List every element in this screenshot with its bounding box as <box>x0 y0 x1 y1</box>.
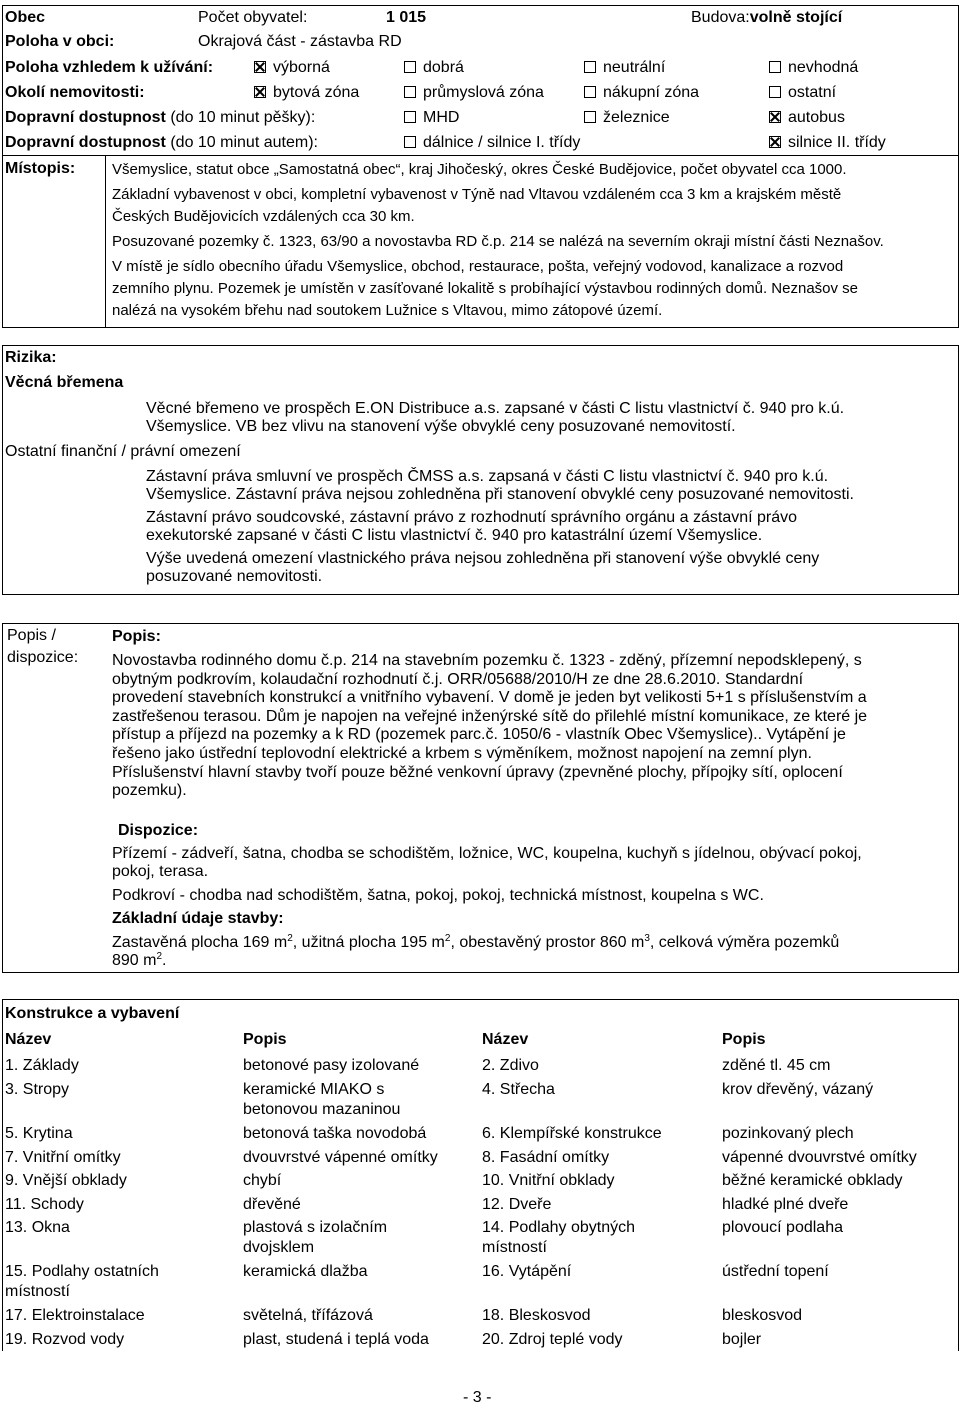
popis-line: pozemku). <box>112 782 187 800</box>
popis-line: řešeno jako ústřední teplovodní elektrické a krbem s výměníkem, možnost napojení na zemní plyn. <box>112 744 812 762</box>
uzivani-option-3: neutrální <box>584 59 665 77</box>
popis-line: přístup a příjezd na pozemky a k RD (pozemek parc.č. 1050/6 - vlastník Obec Všemyslice).. Vytápění je <box>112 726 846 744</box>
table-cell-nazev: 17. Elektroinstalace <box>5 1307 145 1324</box>
header-rule <box>2 155 959 156</box>
budova-field <box>691 9 842 27</box>
checked-checkbox-icon <box>769 136 781 148</box>
checkbox-icon <box>584 86 596 98</box>
okoli-option-4: ostatní <box>769 84 836 102</box>
table-cell-popis: plastová s izolačním dvojsklem <box>243 1219 388 1256</box>
popis-line: Příslušenství hlavní stavby tvoří pouze běžné venkovní úpravy (zpevněné plochy, přípojky sítí, oplocení <box>112 763 843 781</box>
omezeni-label: Ostatní finanční / právní omezení <box>5 443 241 460</box>
pocet-obyvatel-label: Počet obyvatel: <box>198 9 308 26</box>
checkbox-icon <box>404 111 416 123</box>
okoli-label: Okolí nemovitosti: <box>5 84 145 101</box>
checkbox-icon <box>769 61 781 73</box>
checkbox-icon <box>584 111 596 123</box>
table-cell-nazev: 10. Vnitřní obklady <box>482 1172 615 1189</box>
table-cell-nazev: 3. Stropy <box>5 1081 70 1098</box>
dispozice-text: Přízemí - zádveří, šatna, chodba se schodištěm, ložnice, WC, koupelna, kuchyň s jídelnou, obývací pokoj, pokoj, terasa. Podkroví - chodba nad schodištěm, šatna, pokoj, pokoj, technická místnost, koupelna s WC. <box>112 845 862 904</box>
column-header: Název <box>5 1031 52 1048</box>
popis-heading: Popis: <box>112 628 161 645</box>
table-cell-popis: dvouvrstvé vápenné omítky <box>243 1149 438 1166</box>
okoli-option-1: bytová zóna <box>254 84 359 102</box>
konstrukce-title: Konstrukce a vybavení <box>5 1005 180 1022</box>
mistopis-text: Všemyslice, statut obce „Samostatná obec“, kraj Jihočeský, okres České Budějovice, počet obyvatel cca 1000. Základní vybavenost v obci, kompletní vybavenost v Týně nad Vltavou vzdáleném cca 3 km a krajském městě Českých Budějovicích vzdálených cca 30 km. Posuzované pozemky č. 1323, 63/90 a novostavba RD č.p. 214 se nalézá na severním okraji místní části Neznašov. V místě je sídlo obecního úřadu Všemyslice, obchod, restaurace, pošta, veřejný vodovod, kanalizace a rozvod zemního plynu. Pozemek je umístěn v zasíťované lokalitě s probíhající výstavbou rodinných domů. Neznašov se nalézá na vysokém břehu nad soutokem Lužnice s Vltavou, mimo zátopové území. <box>112 161 884 319</box>
popis-text <box>112 652 867 801</box>
table-cell-popis: světelná, třífázová <box>243 1307 373 1324</box>
table-cell-popis: vápenné dvouvrstvé omítky <box>722 1149 917 1166</box>
table-cell-nazev: 12. Dveře <box>482 1196 552 1213</box>
table-cell-popis: betonová taška novodobá <box>243 1125 427 1142</box>
table-cell-nazev: 11. Schody <box>5 1196 84 1213</box>
table-cell-popis: plovoucí podlaha <box>722 1219 843 1236</box>
checkbox-icon <box>404 136 416 148</box>
table-cell-popis: bleskosvod <box>722 1307 803 1324</box>
doprava-pesky-option-2: železnice <box>584 109 670 127</box>
table-cell-popis: chybí <box>243 1172 282 1189</box>
checked-checkbox-icon <box>769 111 781 123</box>
obec-label: Obec <box>5 9 46 26</box>
dispozice-heading: Dispozice: <box>118 822 199 839</box>
vecna-bremena-text: Věcné břemeno ve prospěch E.ON Distribuce a.s. zapsané v části C listu vlastnictví č. 940 pro k.ú. Všemyslice. VB bez vlivu na stanovení výše obvyklé ceny posuzované nemovitostí. <box>146 400 845 435</box>
poloha-label: Poloha v obci: <box>5 33 115 50</box>
checked-checkbox-icon <box>254 61 266 73</box>
table-cell-nazev: 20. Zdroj teplé vody <box>482 1331 623 1348</box>
column-header: Popis <box>722 1031 766 1048</box>
header-divider <box>105 155 106 328</box>
table-cell-nazev: 16. Vytápění <box>482 1263 572 1280</box>
checked-checkbox-icon <box>254 86 266 98</box>
table-cell-popis: zděné tl. 45 cm <box>722 1057 831 1074</box>
poloha-value: Okrajová část - zástavba RD <box>198 33 402 50</box>
budova-label: Budova: <box>691 9 750 26</box>
doprava-autem-option-1: dálnice / silnice I. třídy <box>404 134 580 152</box>
table-cell-nazev: 5. Krytina <box>5 1125 73 1142</box>
popis-line: obytným podkrovím, kolaudační rozhodnutí č.j. ORR/05688/2010/H ze dne 28.6.2010. Standardní <box>112 670 804 688</box>
table-cell-nazev: 7. Vnitřní omítky <box>5 1149 121 1166</box>
table-cell-nazev: 18. Bleskosvod <box>482 1307 591 1324</box>
popis-line: Novostavba rodinného domu č.p. 214 na stavebním pozemku č. 1323 - zděný, přízemní nepodsklepený, s <box>112 652 862 669</box>
table-cell-popis: krov dřevěný, vázaný <box>722 1081 874 1098</box>
table-cell-popis: pozinkovaný plech <box>722 1125 854 1142</box>
table-cell-nazev: 8. Fasádní omítky <box>482 1149 610 1166</box>
pocet-obyvatel-value: 1 015 <box>386 9 427 26</box>
table-cell-nazev: 14. Podlahy obytných místností <box>482 1219 635 1256</box>
popis-side-label: Popis / dispozice: <box>7 627 79 666</box>
doprava-autem-label: Dopravní dostupnost (do 10 minut autem): <box>5 134 318 151</box>
table-cell-nazev: 19. Rozvod vody <box>5 1331 125 1348</box>
budova-value: volně stojící <box>749 9 843 26</box>
omezeni-text: Zástavní práva smluvní ve prospěch ČMSS a.s. zapsaná v části C listu vlastnictví č. 940 pro k.ú. Všemyslice. Zástavní práva nejsou zohledněna při stanovení obvyklé ceny posuzované nemovitosti. Zástavní právo soudcovské, zástavní právo z rozhodnutí správního orgánu a zástavní právo exekutorské zapsané v části C listu vlastnictví č. 940 pro katastrální území Všemyslice. Výše uvedená omezení vlastnického práva nejsou zohledněna při stanovení výše obvyklé ceny posuzované nemovitosti. <box>146 468 854 585</box>
mistopis-label: Místopis: <box>5 160 76 177</box>
uzivani-label: Poloha vzhledem k užívání: <box>5 59 214 76</box>
table-cell-nazev: 9. Vnější obklady <box>5 1172 127 1189</box>
table-cell-nazev: 1. Základy <box>5 1057 79 1074</box>
rizika-label: Rizika: <box>5 349 57 366</box>
checkbox-icon <box>404 86 416 98</box>
table-cell-popis: bojler <box>722 1331 762 1348</box>
okoli-option-3: nákupní zóna <box>584 84 699 102</box>
table-cell-nazev: 13. Okna <box>5 1219 70 1236</box>
table-cell-popis: keramická dlažba <box>243 1263 368 1280</box>
column-header: Popis <box>243 1031 287 1048</box>
table-cell-popis: plast, studená i teplá voda <box>243 1331 429 1348</box>
vecna-bremena-label: Věcná břemena <box>5 374 124 391</box>
popis-line: zastřešenou terasou. Dům je napojen na veřejné inženýrské sítě do přilehlé místní komunikace, ze které je <box>112 707 868 725</box>
column-header: Název <box>482 1031 529 1048</box>
table-cell-nazev: 2. Zdivo <box>482 1057 539 1074</box>
doprava-pesky-option-1: MHD <box>404 109 459 127</box>
checkbox-icon <box>404 61 416 73</box>
uzivani-option-2: dobrá <box>404 59 464 77</box>
checkbox-icon <box>769 86 781 98</box>
doprava-pesky-label: Dopravní dostupnost (do 10 minut pěšky): <box>5 109 316 126</box>
table-cell-popis: dřevěné <box>243 1196 301 1213</box>
table-cell-popis: keramické MIAKO s betonovou mazaninou <box>243 1081 401 1118</box>
doprava-autem-option-2: silnice II. třídy <box>769 134 886 152</box>
doprava-pesky-option-3: autobus <box>769 109 845 127</box>
uzivani-option-1: výborná <box>254 59 330 77</box>
uzivani-option-4: nevhodná <box>769 59 858 77</box>
table-cell-nazev: 4. Střecha <box>482 1081 555 1098</box>
table-cell-nazev: 15. Podlahy ostatních místností <box>5 1263 159 1300</box>
table-cell-nazev: 6. Klempířské konstrukce <box>482 1125 662 1142</box>
table-cell-popis: betonové pasy izolované <box>243 1057 420 1074</box>
table-cell-popis: ústřední topení <box>722 1263 829 1280</box>
page-number: - 3 - <box>463 1389 492 1406</box>
table-cell-popis: hladké plné dveře <box>722 1196 849 1213</box>
okoli-option-2: průmyslová zóna <box>404 84 544 102</box>
checkbox-icon <box>584 61 596 73</box>
table-cell-popis: běžné keramické obklady <box>722 1172 903 1189</box>
udaje-heading: Základní údaje stavby: <box>112 910 284 927</box>
popis-line: provedení stavebních konstrukcí a vnitřního vybavení. V domě je jeden byt velikosti 5+1 s příslušenstvím a <box>112 689 867 707</box>
udaje-text: Zastavěná plocha 169 $m^2$, užitná plocha 195 $m^2$, obestavěný prostor 860 $m^3$, celková výměra pozemků 890 $m^2$. <box>112 933 840 969</box>
